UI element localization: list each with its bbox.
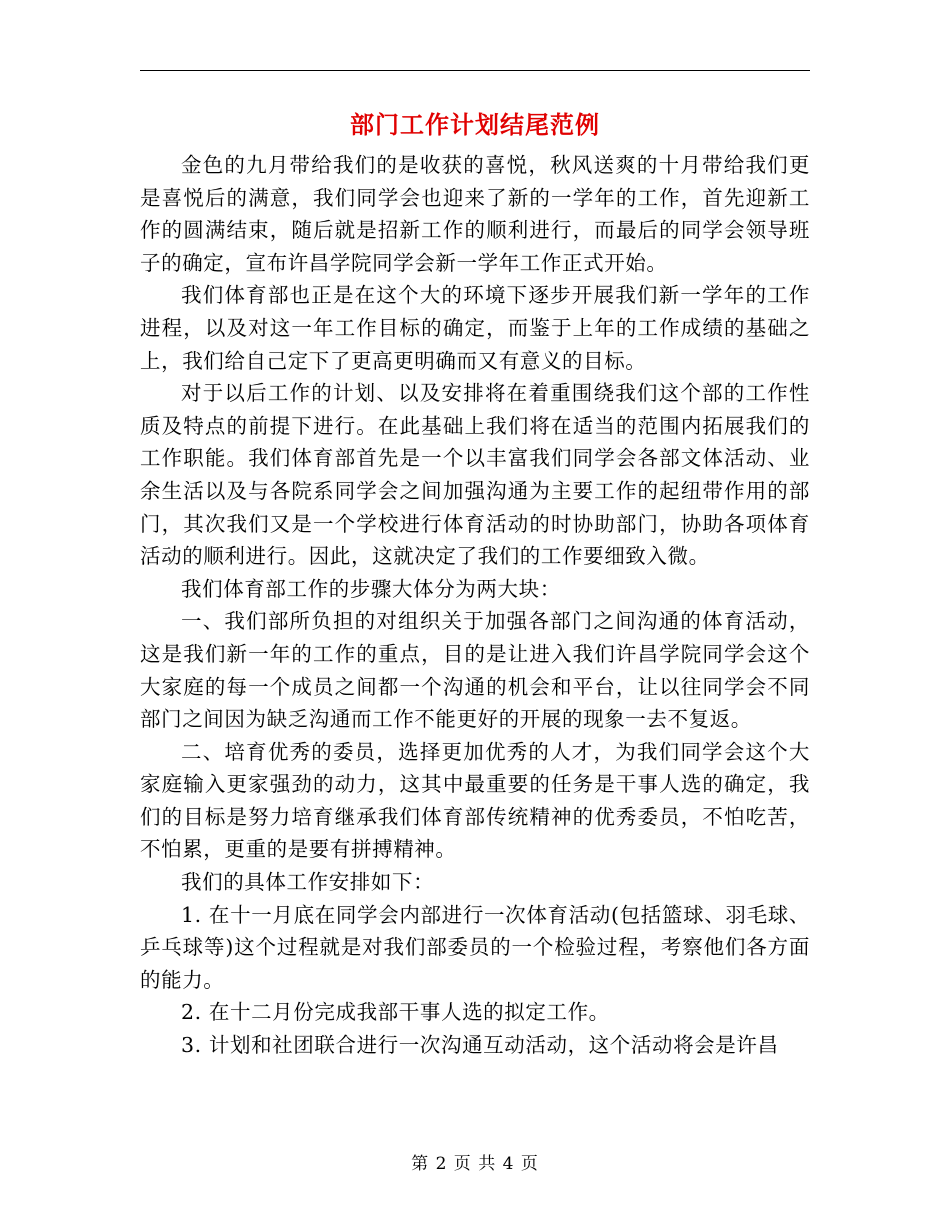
- page-number: 第 2 页 共 4 页: [411, 1154, 539, 1174]
- list-item: 3. 计划和社团联合进行一次沟通互动活动，这个活动将会是许昌: [181, 1033, 779, 1058]
- list-item: 1. 在十一月底在同学会内部进行一次体育活动(包括篮球、羽毛球、乒乓球等)这个过程就是对我们部委员的一个检验过程，考察他们各方面的能力。: [140, 902, 810, 992]
- paragraph: 我们体育部工作的步骤大体分为两大块：: [181, 576, 561, 601]
- paragraph: 我们体育部也正是在这个大的环境下逐步开展我们新一学年的工作进程，以及对这一年工作目标的确定，而鉴于上年的工作成绩的基础之上，我们给自己定下了更高更明确而又有意义的目标。: [140, 283, 810, 373]
- paragraph: 金色的九月带给我们的是收获的喜悦，秋风送爽的十月带给我们更是喜悦后的满意，我们同学会也迎来了新的一学年的工作，首先迎新工作的圆满结束，随后就是招新工作的顺利进行，而最后的同学会领导班子的确定，宣布许昌学院同学会新一学年工作正式开始。: [140, 153, 810, 275]
- paragraph: 二、培育优秀的委员，选择更加优秀的人才，为我们同学会这个大家庭输入更家强劲的动力，这其中最重要的任务是干事人选的确定，我们的目标是努力培育继承我们体育部传统精神的优秀委员，不怕吃苦，不怕累，更重的是要有拼搏精神。: [140, 739, 810, 862]
- document-title: 部门工作计划结尾范例: [350, 110, 600, 139]
- header-rule: [140, 70, 810, 71]
- paragraph: 对于以后工作的计划、以及安排将在着重围绕我们这个部的工作性质及特点的前提下进行。在此基础上我们将在适当的范围内拓展我们的工作职能。我们体育部首先是一个以丰富我们同学会各部文体活动、业余生活以及与各院系同学会之间加强沟通为主要工作的起纽带作用的部门，其次我们又是一个学校进行体育活动的时协助部门，协助各项体育活动的顺利进行。因此，这就决定了我们的工作要细致入微。: [140, 381, 810, 569]
- list-item: 2. 在十二月份完成我部干事人选的拟定工作。: [181, 1000, 610, 1025]
- paragraph: 我们的具体工作安排如下：: [181, 870, 435, 895]
- document-body: [140, 149, 810, 1062]
- paragraph: 一、我们部所负担的对组织关于加强各部门之间沟通的体育活动，这是我们新一年的工作的重点，目的是让进入我们许昌学院同学会这个大家庭的每一个成员之间都一个沟通的机会和平台，让以往同学会不同部门之间因为缺乏沟通而工作不能更好的开展的现象一去不复返。: [140, 609, 810, 732]
